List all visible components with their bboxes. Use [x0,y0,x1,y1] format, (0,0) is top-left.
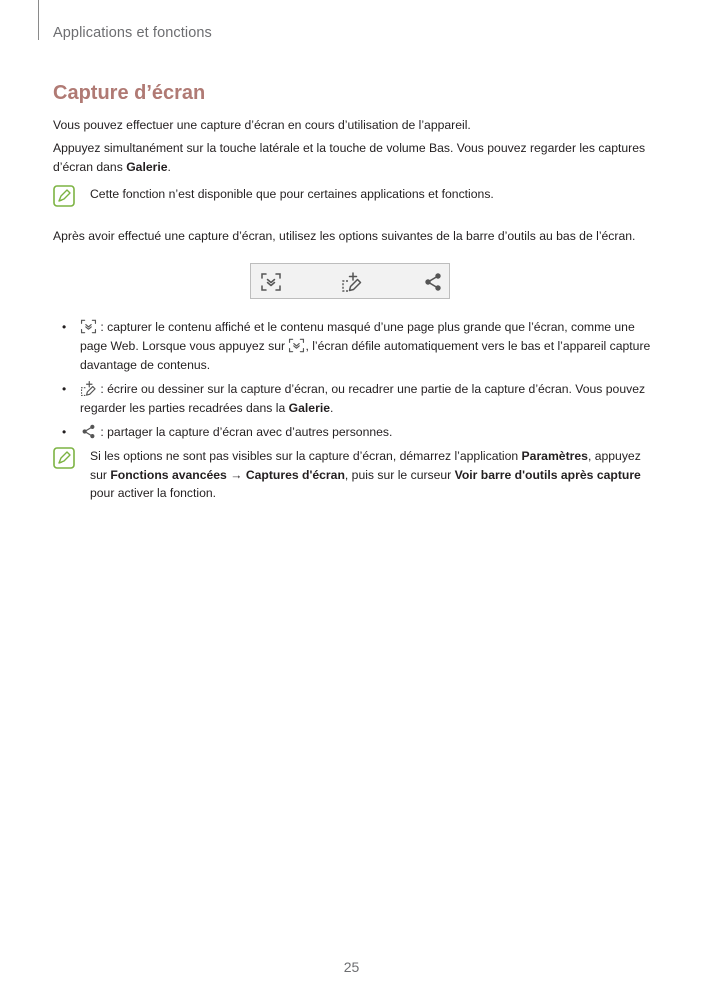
bullet-dot: • [62,382,67,396]
bullet-scroll-capture [53,318,653,375]
intro-p2-end: . [167,160,171,174]
draw-crop-icon[interactable] [341,271,363,293]
scroll-capture-icon[interactable] [260,271,282,293]
note-icon [53,447,75,469]
note-icon [53,185,75,207]
note-2-part-3: , puis sur le curseur [344,467,455,482]
toolbar-switch-label: Voir barre d'outils après capture [454,467,641,482]
share-icon[interactable] [422,271,444,293]
note-2-part-1: Si les options ne sont pas visibles sur la capture d’écran, démarrez l’application [90,449,522,463]
bullet-share [53,423,653,442]
draw-crop-icon [80,380,97,397]
page-number: 25 [343,959,360,975]
toolbar-options-list [53,318,653,447]
section-title: Capture d’écran [53,82,206,104]
screenshots-label: Captures d'écran [245,467,345,482]
arrow-separator: → [226,467,246,482]
scroll-capture-icon [288,337,305,354]
note-2-text [90,447,650,503]
share-icon [80,423,97,440]
intro-paragraph-1: Vous pouvez effectuer une capture d’écran en cours d’utilisation de l’appareil. [53,118,471,132]
galerie-label: Galerie [126,160,168,174]
screenshot-toolbar [250,263,450,299]
note-2-part-2: , appuyez sur [90,449,641,482]
settings-app-label: Paramètres [521,449,588,463]
intro-paragraph-2 [53,139,653,177]
bullet-1-text-b: , l’écran défile automatiquement vers le bas et l’appareil capture davantage de contenus. [80,339,651,372]
toolbar-intro: Après avoir effectué une capture d’écran, utilisez les options suivantes de la barre d’outils au bas de l’écran. [53,229,636,243]
scroll-capture-icon [80,318,97,335]
note-2-part-4: pour activer la fonction. [90,486,217,500]
galerie-label: Galerie [288,401,330,415]
bullet-3-text: : partager la capture d’écran avec d’autres personnes. [97,425,393,439]
advanced-features-label: Fonctions avancées [110,467,227,482]
bullet-1-text-a: : capturer le contenu affiché et le contenu masqué d’une page plus grande que l’écran, comme une page Web. Lorsque vous appuyez sur [80,320,635,353]
bullet-dot: • [62,425,67,439]
bullet-draw-crop [53,380,653,418]
bullet-dot: • [62,320,67,334]
header-title: Applications et fonctions [53,25,212,41]
bullet-2-text-end: . [330,401,334,415]
header-divider [38,0,39,40]
note-text: Cette fonction n’est disponible que pour certaines applications et fonctions. [90,187,494,201]
bullet-2-text-a: : écrire ou dessiner sur la capture d’écran, ou recadrer une partie de la capture d’écran. Vous pouvez regarder les parties recadrées dans la [80,382,646,415]
intro-p2-text: Appuyez simultanément sur la touche latérale et la touche de volume Bas. Vous pouvez regarder les captures d’écran dans [53,141,646,174]
